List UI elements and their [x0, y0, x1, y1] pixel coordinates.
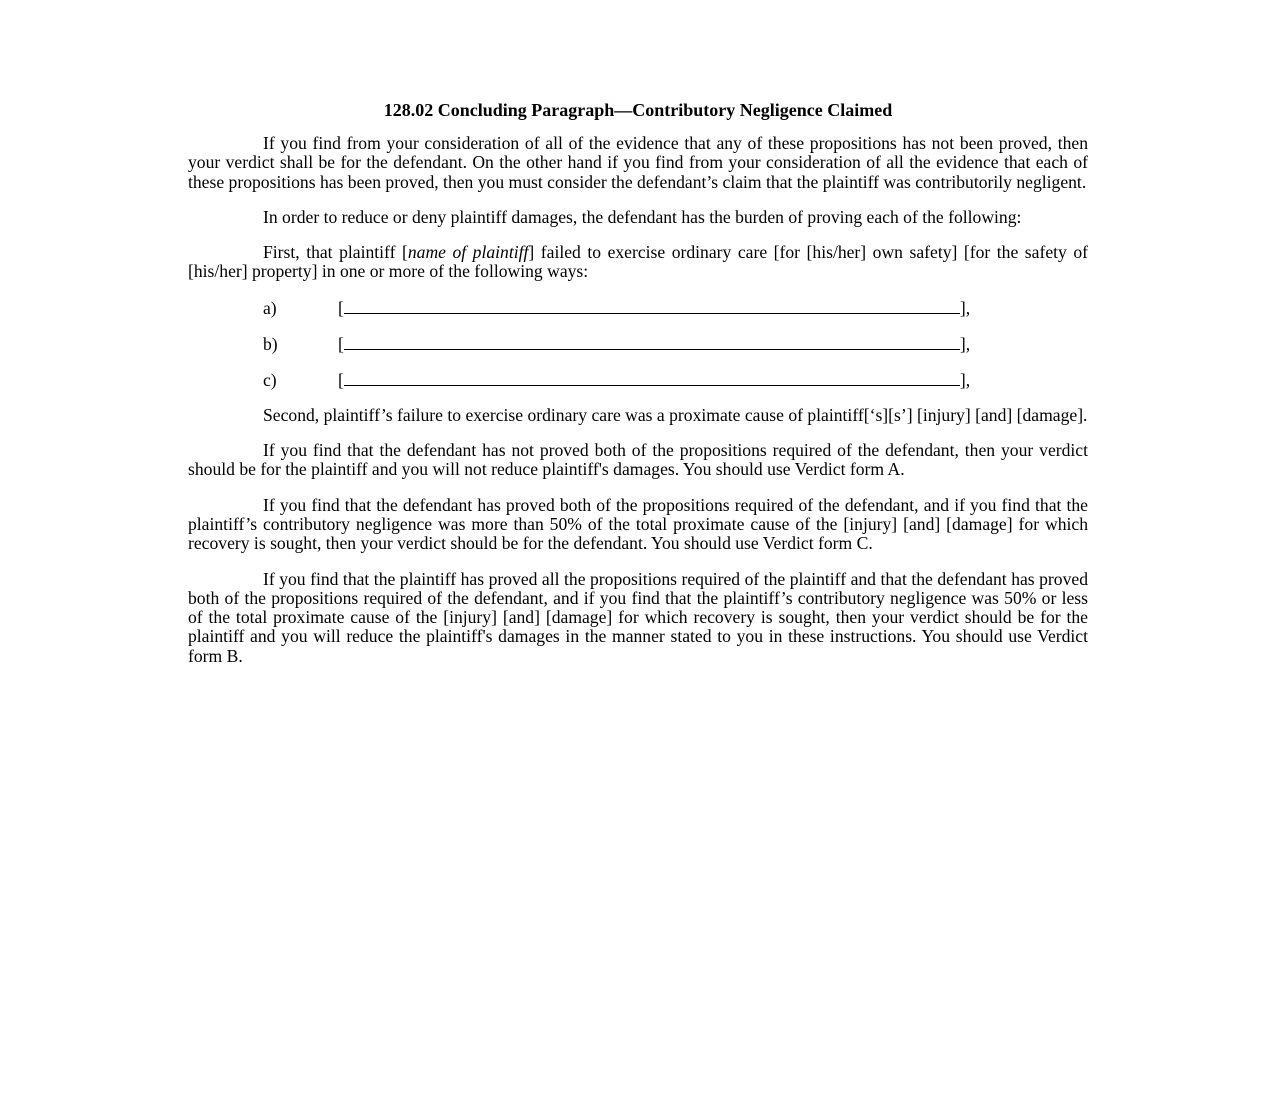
list-letter: b)	[263, 333, 278, 354]
document-title: 128.02 Concluding Paragraph—Contributory Negligence Claimed	[383, 100, 893, 120]
underline-blank	[344, 335, 960, 350]
paragraph-verdict-form-a: If you find that the defendant has not proved both of the propositions required of the defendant, then your verdict should be for the plaintiff and you will not reduce plaintiff's damages. You should use Verdict form A.	[188, 440, 1088, 480]
paragraph-burden: In order to reduce or deny plaintiff damages, the defendant has the burden of proving each of the following:	[263, 206, 1022, 227]
list-letter: c)	[263, 369, 277, 390]
blank-line-b	[338, 334, 970, 354]
bracket-open: [	[338, 333, 344, 354]
paragraph-evidence: If you find from your consideration of all of the evidence that any of these propositions has not been proved, then your verdict shall be for the defendant. On the other hand if you find from your consideration of all the evidence that each of these propositions has been proved, then you must consider the defendant’s claim that the plaintiff was contributorily negligent.	[188, 133, 1088, 192]
bracket-close: ],	[959, 297, 971, 318]
paragraph-first-proposition	[188, 243, 1088, 282]
first-proposition-before: First, that plaintiff [	[263, 242, 408, 263]
underline-blank	[344, 299, 960, 314]
document-page	[188, 98, 1088, 682]
paragraph-verdict-form-c: If you find that the defendant has proved both of the propositions required of the defendant, and if you find that the plaintiff’s contributory negligence was more than 50% of the total proximate cause of the [injury] [and] [damage] for which recovery is sought, then your verdict should be for the defendant. You should use Verdict form C.	[188, 494, 1088, 554]
list-item-c	[188, 370, 1088, 390]
paragraph-second-proposition: Second, plaintiff’s failure to exercise ordinary care was a proximate cause of plaintiff[‘s][s’] [injury] [and] [damage].	[263, 404, 1088, 425]
bracket-open: [	[338, 297, 344, 318]
bracket-close: ],	[959, 333, 971, 354]
list-letter: a)	[263, 297, 277, 318]
first-proposition-after: ] failed to exercise ordinary care [for [his/her] own safety] [for the safety of [his/her] property] in one or more of the following ways:	[188, 242, 1088, 282]
name-of-plaintiff-placeholder: name of plaintiff	[407, 242, 529, 263]
list-item-a	[188, 298, 1088, 318]
underline-blank	[344, 371, 960, 386]
bracket-open: [	[338, 369, 344, 390]
blank-line-a	[338, 298, 970, 318]
bracket-close: ],	[959, 369, 971, 390]
paragraph-verdict-form-b: If you find that the plaintiff has proved all the propositions required of the plaintiff and that the defendant has proved both of the propositions required of the defendant, and if you find that the plaintiff’s contributory negligence was 50% or less of the total proximate cause of the [injury] [and] [damage] for which recovery is sought, then your verdict should be for the plaintiff and you will reduce the plaintiff's damages in the manner stated to you in these instructions. You should use Verdict form B.	[188, 568, 1088, 666]
list-item-b	[188, 334, 1088, 354]
blank-line-c	[338, 370, 970, 390]
